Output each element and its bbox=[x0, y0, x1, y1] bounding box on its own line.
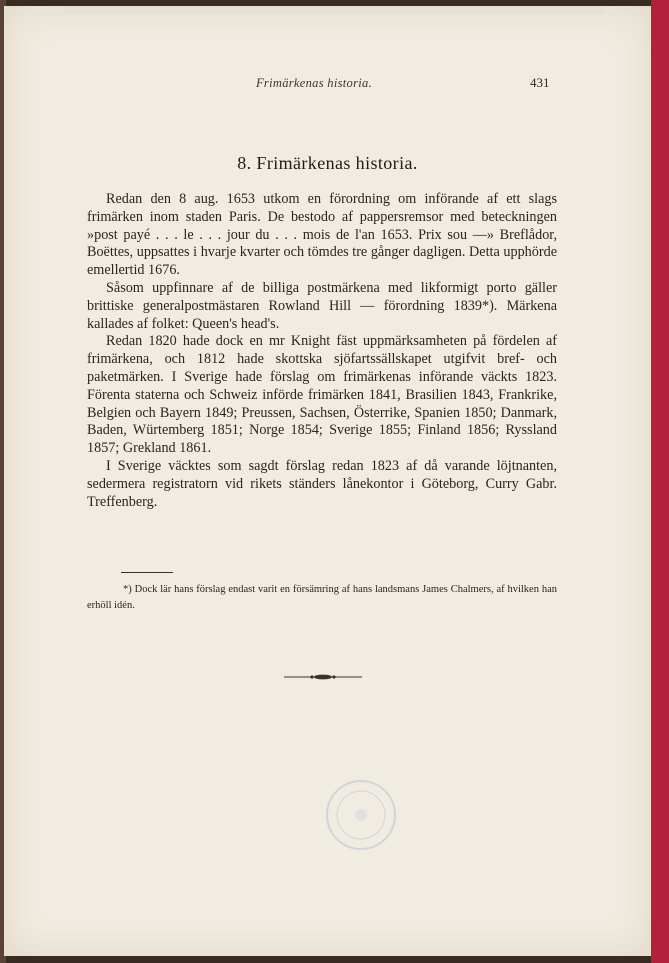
library-stamp-seal bbox=[322, 776, 400, 854]
footnote: *) Dock lär hans förslag endast varit en försämring af hans landsmans James Chalmers, af hvilken han erhöll idén. bbox=[87, 584, 557, 611]
page-top-strip bbox=[64, 6, 604, 14]
book-page bbox=[4, 6, 651, 956]
running-head-title: Frimärkenas historia. bbox=[256, 76, 373, 90]
footnote-rule bbox=[121, 572, 173, 573]
page-number: 431 bbox=[530, 75, 550, 90]
body-text bbox=[87, 191, 557, 511]
book-red-page-edge bbox=[651, 0, 669, 963]
paragraph-rowland-hill: Såsom uppfinnare af de billiga postmärkena med likformigt porto gäller brittiske generalpostmästaren Rowland Hill — förordning 1839*). Märkena kallades af folket: Queen's head's. bbox=[87, 279, 557, 332]
paragraph-paris-1653: Redan den 8 aug. 1653 utkom en förordning om införande af ett slags frimärken inom staden Paris. De bestodo af pappersremsor med beteckningen »post payé . . . le . . . jour du . . . mois de l'an 1653. Prix sou —» Breflådor, Boëttes, uppsattes i hvarje kvarter och tömdes tre gånger dagligen. Detta upphörde emellertid 1676. bbox=[87, 191, 557, 279]
chapter-title: 8. Frimärkenas historia. bbox=[237, 153, 418, 173]
section-end-ornament bbox=[284, 672, 362, 682]
paragraph-adoption-dates: Redan 1820 hade dock en mr Knight fäst uppmärksamheten på fördelen af frimärkena, och 1812 hade skottska sjöfartssällskapet utgifvit bref- och paketmärken. I Sverige hade förslag om frimärkenas införande väckts 1823. Förenta staterna och Schweiz införde frimärken 1841, Brasilien 1843, Frankrike, Belgien och Bayern 1849; Preussen, Sachsen, Österrike, Spanien 1850; Danmark, Baden, Würtemberg 1851; Norge 1854; Sverige 1855; Finland 1856; Ryssland 1857; Grekland 1861. bbox=[87, 333, 557, 457]
paragraph-treffenberg: I Sverige väcktes som sagdt förslag redan 1823 af då varande löjtnanten, sedermera registratorn vid rikets ständers lånekontor i Göteborg, Curry Gabr. Treffenberg. bbox=[87, 457, 557, 510]
